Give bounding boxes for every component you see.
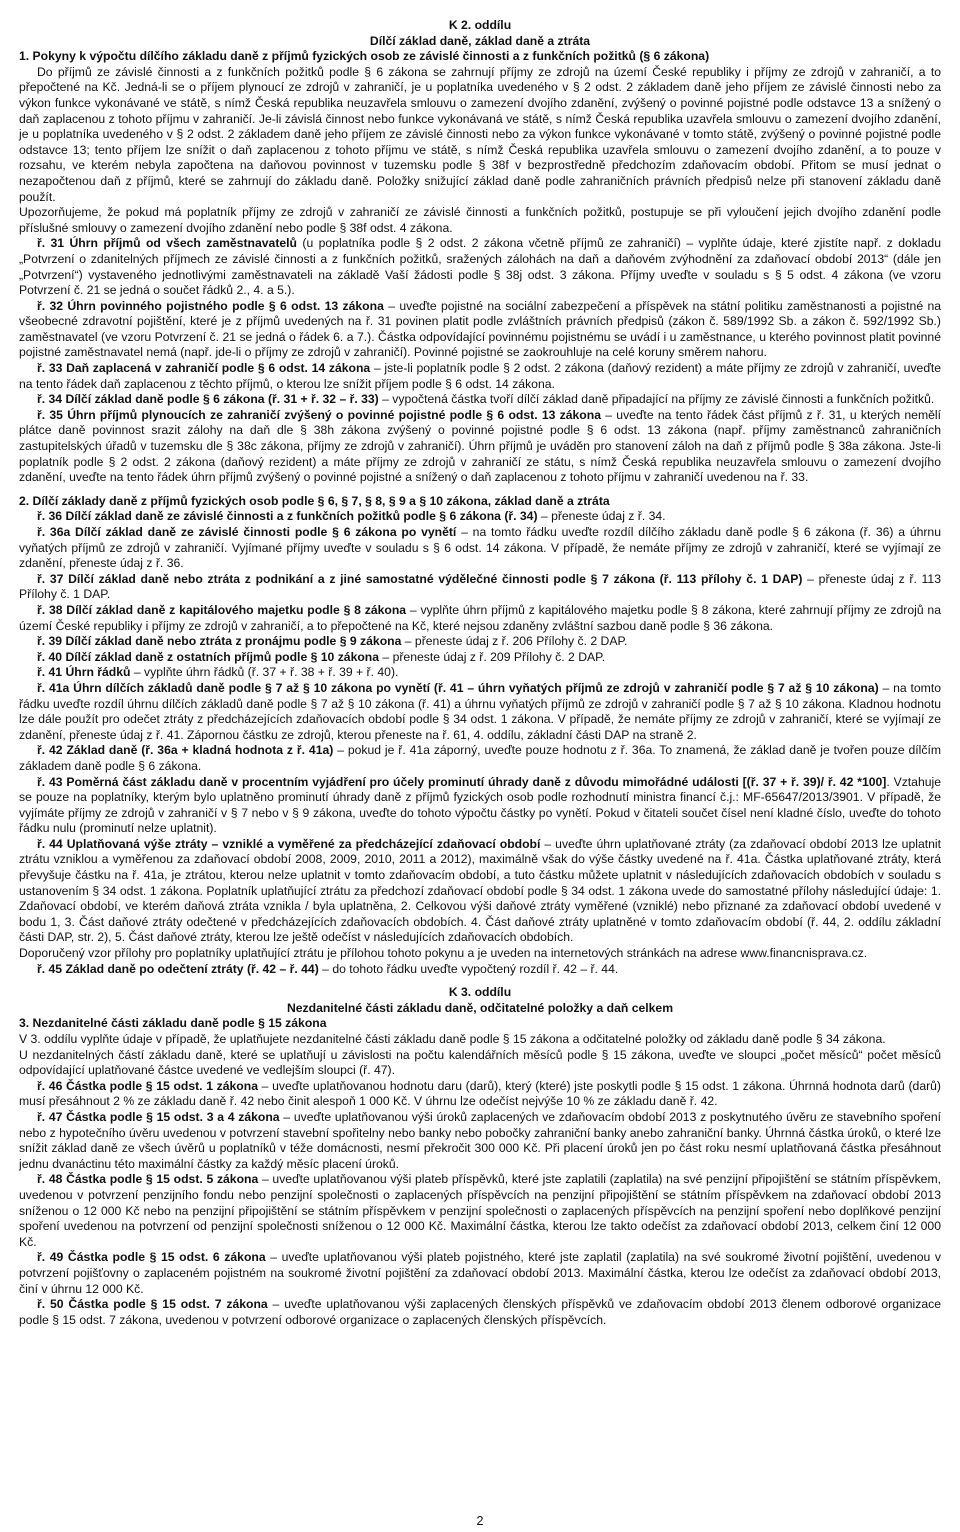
row-text: – uveďte uplatňovanou výši zaplacených členských příspěvků ve zdaňovacím období 2013 členem odborové organizace podle § 15 odst. 7 zákona, uvedenou v potvrzení odborové organizace o zaplacených členských příspěvcích. (19, 1297, 941, 1327)
section-code: K 2. oddílu (448, 18, 512, 32)
row-paragraph (19, 299, 941, 361)
row-paragraph (19, 572, 941, 603)
section-title: Dílčí základ daně, základ daně a ztráta (369, 33, 591, 48)
row-title: ř. 36a Dílčí základ daně ze závislé činnosti podle § 6 zákona po vynětí (37, 525, 457, 539)
k3-title: Nezdanitelné části základu daně, odčitatelné položky a daň celkem (286, 1000, 674, 1015)
row-title: ř. 46 Částka podle § 15 odst. 1 zákona (37, 1078, 258, 1093)
row-title: ř. 41 Úhrn řádků (37, 665, 131, 680)
row-paragraph (19, 1079, 941, 1110)
row-title: ř. 36 Dílčí základ daně ze závislé činnosti a z funkčních požitků podle § 6 zákona (ř. 34) (37, 509, 538, 524)
section3-heading: 3. Nezdanitelné části základu daně podle § 15 zákona (19, 1016, 327, 1031)
row-title: ř. 40 Dílčí základ daně z ostatních příjmů podle § 10 zákona (37, 649, 380, 664)
row-title: ř. 35 Úhrn příjmů plynoucích ze zahraničí zvýšený o povinné pojistné podle § 6 odst. 13 zákona (37, 407, 601, 422)
row-text: Doporučený vzor přílohy pro poplatníky uplatňující ztrátu je přílohou tohoto pokynu a je uveden na internetových stránkách na adrese www.financnisprava.cz. (19, 946, 868, 961)
row-title: ř. 33 Daň zaplacená v zahraničí podle § 6 odst. 14 zákona (37, 361, 371, 376)
row-text: – uveďte uplatňovanou výši úroků zaplacených ve zdaňovacím období 2013 z poskytnutého úvěru ze stavebního spoření nebo z hypotečního úvěru uvedenou v potvrzení stavební spořitelny nebo banky nebo pobočky zahraniční banky anebo zahraniční banky. Úhrnná částka úroků, o které lze snížit základ daně ze všech úvěrů u poplatníků v téže domácnosti, nesmí překročit 300 000 Kč. Při placení úroků jen po část roku nesmí uplatňovaná částka přesáhnout jednu dvanáctinu této maximální částky za každý měsíc placení úroků. (19, 1109, 941, 1171)
row-text: – přeneste údaj z ř. 209 Přílohy č. 2 DAP. (379, 649, 606, 664)
row-text: – jste-li poplatník podle § 2 odst. 2 zákona (daňový rezident) a máte příjmy ze zdrojů v zahraničí, uveďte na tento řádek daň zaplacenou z těchto příjmů, o kterou lze snížit příjem podle § 6 odst. 14 zákona. (19, 361, 941, 391)
row-title: ř. 45 Základ daně po odečtení ztráty (ř. 42 – ř. 44) (37, 961, 319, 976)
row-paragraph (19, 603, 941, 634)
row-text: – uveďte pojistné na sociální zabezpečení a příspěvek na státní politiku zaměstnanosti a pojistné na všeobecné zdravotní pojištění, které je z příjmů uvedených na ř. 31 povinen platit podle zvláštních právních předpisů (zákon č. 589/1992 Sb. a zákon č. 592/1992 Sb.) zaměstnavatel (ve vzoru Potvrzení č. 21 se jedná o řádek 6. a 7.). Částka odpovídající povinnému pojistnému se uvádí i u zaměstnance, u kterého povinnost platit povinné pojistné zaměstnavatel nemá (např. jde-li o příjmy ze zdrojů v zahraničí). Povinné pojistné se zaokrouhluje na celé koruny směrem nahoru. (19, 298, 941, 360)
section2-rows (19, 509, 941, 977)
row-paragraph (19, 361, 941, 392)
section3-intro: V 3. oddílu vyplňte údaje v případě, že uplatňujete nezdanitelné části základu daně podle § 15 zákona a odčitatelné položky od základu daně podle § 34 zákona. (19, 1032, 886, 1046)
row-text: – pokud je ř. 41a záporný, uveďte pouze hodnotu z ř. 36a. To znamená, že základ daně je tvořen pouze dílčím základem daně podle § 6 zákona. (19, 743, 941, 773)
row-paragraph (19, 509, 941, 525)
row-title: ř. 48 Částka podle § 15 odst. 5 zákona (37, 1172, 259, 1187)
row-text: – na tomto řádku uveďte rozdíl dílčího základu daně podle § 6 zákona (ř. 36) a úhrnu vyňatých příjmů ze zdrojů v zahraničí. Vyjímané příjmy uveďte v souladu s § 6 odst. 14 zákona. V případě, že nemáte příjmy ze zdrojů v zahraničí, které se vyjímají ze zdanění, přeneste údaj z ř. 36. (19, 525, 941, 571)
row-paragraph (19, 392, 941, 408)
row-paragraph (19, 837, 941, 946)
row-text: – vyplňte úhrn řádků (ř. 37 + ř. 38 + ř. 39 + ř. 40). (130, 665, 399, 680)
row-title: ř. 50 Částka podle § 15 odst. 7 zákona (37, 1297, 268, 1312)
section3-intro2: U nezdanitelných částí základu daně, které se uplatňují u závislosti na počtu kalendářních měsíců podle § 15 zákona, uveďte ve sloupci „počet měsíců“ počet měsíců odpovídající uplatňované částce uvedené ve vedlejším sloupci (ř. 47). (19, 1047, 941, 1078)
row-paragraph (19, 681, 941, 743)
row-title: ř. 32 Úhrn povinného pojistného podle § 6 odst. 13 zákona (37, 298, 384, 313)
row-title: ř. 31 Úhrn příjmů od všech zaměstnavatelů (37, 236, 297, 251)
row-paragraph (19, 525, 941, 572)
row-paragraph (19, 650, 941, 666)
row-paragraph (19, 408, 941, 486)
row-text: – na tomto řádku uveďte rozdíl úhrnu dílčích základů daně podle § 7 až § 10 zákona (ř. 41) a úhrnu vyňatých příjmů ze zdrojů v zahraničí podle § 7 až § 10 zákona. Kladnou hodnotu lze dále použít pro odečet ztráty z předcházejících zdaňovacích období podle § 34 odst. 1 zákona. V případě, že nemáte příjmy ze zdrojů v zahraničí, které se vyjímají ze zdanění, přeneste údaj z ř. 41. Zápornou částku ze zdrojů, kterou přeneste na ř. 61, 4. oddílu, základní části DAP na straně 2. (19, 680, 941, 742)
row-text: – vyplňte úhrn příjmů z kapitálového majetku podle § 8 zákona, které zahrnují příjmy ze zdrojů na území České republiky i příjmy ze zdrojů v zahraničí, a to přepočtené na Kč, které nejsou zdaněny zvláštní sazbou daně podle § 36 zákona. (19, 602, 941, 633)
row-text: – uveďte uplatňovanou výši plateb pojistného, které jste zaplatil (zaplatila) na své soukromé životní pojištění, uvedenou v potvrzení pojišťovny o zaplaceném pojistném na soukromé životní pojištění za zdaňovací období 2013. Maximální částka, kterou lze odečíst za zdaňovací období 2013, činí v úhrnu 12 000 Kč. (19, 1250, 941, 1296)
document-page (19, 18, 941, 1328)
row-title: ř. 47 Částka podle § 15 odst. 3 a 4 zákona (37, 1109, 280, 1124)
row-text: – uveďte uplatňovanou hodnotu daru (darů), který (které) jste poskytli podle § 15 odst. 1 zákona. Úhrnná hodnota darů (darů) musí přesáhnout 2 % ze základu daně ř. 42 nebo činit alespoň 1 000 Kč. V úhrnu lze odečíst nejvýše 10 % ze základu daně ř. 42. (19, 1078, 941, 1109)
page-number: 2 (476, 1514, 484, 1528)
section1-notice: Upozorňujeme, že pokud má poplatník příjmy ze zdrojů v zahraničí ze závislé činnosti a funkčních požitků, postupuje se při vyloučení jejich dvojího zdanění podle příslušné smlouvy o zamezení dvojího zdanění nebo podle § 38f odst. 4 zákona. (19, 205, 941, 235)
row-title: ř. 49 Částka podle § 15 odst. 6 zákona (37, 1250, 266, 1265)
row-title: ř. 39 Dílčí základ daně nebo ztráta z pronájmu podle § 9 zákona (37, 634, 402, 649)
row-text: – do tohoto řádku uveďte vypočtený rozdíl ř. 42 – ř. 44. (318, 961, 619, 976)
row-paragraph (19, 743, 941, 774)
row-text: – přeneste údaj z ř. 34. (537, 509, 666, 524)
section1-intro: Do příjmů ze závislé činnosti a z funkčních požitků podle § 6 zákona se zahrnují příjmy ze zdrojů na území České republiky i příjmy ze zdrojů v zahraničí, a to přepočtené na Kč. Jedná-li se o příjem plynoucí ze zdrojů v zahraničí, je u poplatníka uvedeného v § 2 odst. 2 základem daně jeho příjem ze závislé činnosti nebo za výkon funkce vykonávané ve státě, s nímž Česká republika neuzavřela smlouvu o zamezení dvojího zdanění, zvýšený o povinné pojistné podle odstavce 13 a snížený o daň zaplacenou z tohoto příjmu v zahraničí. Je-li závislá činnost nebo funkce vykonávaná ve státě, s nímž Česká republika uzavřela smlouvu o zamezení dvojího zdanění, je u poplatníka uvedeného v § 2 odst. 2 základem daně jeho příjem ze závislé činnosti nebo za výkon funkce vykonávané v tomto státě, zvýšený o povinné pojistné podle odstavce 13; tento příjem lze snížit o daň zaplacenou z tohoto příjmu ve státě, s nímž Česká republika uzavřela smlouvu o zamezení dvojího zdanění, a to pouze v rozsahu, ve kterém nebyla započtena na daňovou povinnost v tuzemsku podle § 38f v bezprostředně předchozím zdaňovacím období. Přitom se musí jednat o nezapočtenou daň z příjmů, které se zahrnují do základu daně. Položky snižující základ daně podle zahraničních právních předpisů nelze při stanovení základu daně použít. (19, 64, 941, 204)
row-text: – uveďte uplatňovanou výši plateb příspěvků, které jste zaplatili (zaplatila) na své penzijní připojištění se státním příspěvkem, uvedenou v potvrzení penzijního fondu nebo penzijní společnosti o zaplacených příspěvcích na penzijní připojištění se státním příspěvkem na zdaňovací období 2013 sníženou o 12 000 Kč nebo na penzijní připojištění se státním příspěvkem v penzijní společnosti o zaplacených příspěvcích na penzijní spoření nebo doplňkové penzijní spoření uvedenou na potvrzení od penzijní společnosti sníženou o 12 000 Kč. Maximální částka, kterou lze takto odečíst za zdaňovací období 2013, celkem činí 12 000 Kč. (19, 1172, 941, 1249)
section3-rows (19, 1079, 941, 1329)
row-paragraph (19, 1297, 941, 1328)
row-title: ř. 34 Dílčí základ daně podle § 6 zákona (ř. 31 + ř. 32 – ř. 33) (37, 392, 379, 407)
row-text: (u poplatníka podle § 2 odst. 2 zákona včetně příjmů ze zahraničí) – vyplňte údaje, které zjistíte např. z dokladu „Potvrzení o zdanitelných příjmech ze závislé činnosti a z funkčních požitků, sražených zálohách na daň a daňovém zvýhodnění za zdaňovací období 2013“ (dále jen „Potvrzení“) vystaveného jednotlivými zaměstnavateli na základě Vaší žádosti podle § 38j odst. 3 zákona. Příjmy uveďte v souladu s § 5 odst. 4 zákona (ve vzoru Potvrzení č. 21 se jedná o součet řádků 2., 4. a 5.). (19, 236, 941, 298)
row-paragraph (19, 946, 941, 962)
row-paragraph (19, 962, 941, 978)
row-paragraph (19, 665, 941, 681)
section1-rows (19, 236, 941, 486)
row-title: ř. 44 Uplatňovaná výše ztráty – vzniklé a vyměřené za předcházející zdaňovací období (37, 836, 541, 851)
row-paragraph (19, 634, 941, 650)
row-text: – vypočtená částka tvoří dílčí základ daně připadající na příjmy ze závislé činnosti a funkčních požitků. (378, 392, 935, 407)
row-paragraph (19, 775, 941, 837)
row-text: – uveďte úhrn uplatňované ztráty (za zdaňovací období 2013 lze uplatnit ztrátu vzniklou a vyměřenou za zdaňovací období 2008, 2009, 2010, 2011 a 2012), maximálně však do výše částky uvedené na ř. 41a. Částka uplatňované ztráty, která převyšuje částku na ř. 41a, je ztrátou, kterou nelze uplatnit v tomto zdaňovacím období, a tuto částku můžete uplatnit v následujících zdaňovacích obdobích v souladu s ustanovením § 34 odst. 1 zákona. Poplatník uplatňující ztrátu za předchozí zdaňovací období podle § 34 odst. 1 zákona uvede do samostatné přílohy následující údaje: 1. Zdaňovací období, ve kterém daňová ztráta vznikla / byla uplatněna, 2. Celkovou výši daňové ztráty vyměřené (vzniklé) nebo přiznané za zdaňovací období uvedené v bodu 1, 3. Část daňové ztráty odečtené v předcházejících zdaňovacích obdobích. 4. Část daňové ztráty uplatněné v tomto zdaňovacím období (ř. 44, 2. oddílu základní části DAP, str. 2), 5. Část daňové ztráty, kterou lze ještě odečíst v následujících zdaňovacích obdobích. (19, 836, 941, 945)
row-text: – přeneste údaj z ř. 206 Přílohy č. 2 DAP. (401, 634, 628, 649)
section2-heading: 2. Dílčí základy daně z příjmů fyzických osob podle § 6, § 7, § 8, § 9 a § 10 zákona, základ daně a ztráta (19, 493, 610, 508)
row-title: ř. 43 Poměrná část základu daně v procentním vyjádření pro účely prominutí úhrady daně z důvodu mimořádné události [(ř. 37 + ř. 39)/ ř. 42 *100] (37, 774, 887, 789)
row-title: ř. 37 Dílčí základ daně nebo ztráta z podnikání a z jiné samostatné výdělečné činnosti podle § 7 zákona (ř. 113 přílohy č. 1 DAP) (37, 571, 803, 586)
section1-heading: 1. Pokyny k výpočtu dílčího základu daně z příjmů fyzických osob ze závislé činnosti a z funkčních požitků (§ 6 zákona) (19, 49, 710, 64)
row-paragraph (19, 236, 941, 298)
row-title: ř. 42 Základ daně (ř. 36a + kladná hodnota z ř. 41a) (37, 743, 334, 758)
k3-code: K 3. oddílu (448, 985, 512, 1000)
row-paragraph (19, 1250, 941, 1297)
row-text: – přeneste údaj z ř. 113 Přílohy č. 1 DAP. (19, 571, 941, 602)
row-title: ř. 38 Dílčí základ daně z kapitálového majetku podle § 8 zákona (37, 602, 407, 617)
row-paragraph (19, 1110, 941, 1172)
row-paragraph (19, 1172, 941, 1250)
row-text: – uveďte na tento řádek část příjmů z ř. 31, u kterých nemělí plátce daně povinnost srazit zálohy na daň dle § 38h zákona zvýšený o povinné pojistné podle § 6 odst. 13 zákona (např. příjmy zaměstnanců zahraničních zastupitelských úřadů v tuzemsku dle § 38c zákona, příjmy ze zdrojů v zahraničí). Úhrn příjmů je uváděn pro stanovení záloh na daň z příjmů podle § 38a zákona. Jste-li poplatník podle § 2 odst. 2 zákona (daňový rezident) a máte příjmy ze zdrojů v zahraničí ze státu, s nímž Česká republika neuzavřela smlouvu o zamezení dvojího zdanění, uveďte na tento řádek úhrn příjmů zvýšený o povinné pojistné a snížený o daň zaplacenou z tohoto příjmu v zahraničí uvedenou na ř. 33. (19, 407, 941, 485)
row-text: . Vztahuje se pouze na poplatníky, kterým bylo uplatněno prominutí úhrady daně z příjmů fyzických osob podle rozhodnutí ministra financí č.j.: MF-65647/2013/3901. V případě, že vyjímáte příjmy ze zdrojů v zahraničí v § 7 nebo v § 9 zákona, uveďte do tohoto výpočtu částky po vynětí. Pokud v čitateli součet čísel není kladné číslo, uveďte do tohoto řádku nulu (prominutí nelze uplatnit). (19, 774, 941, 836)
row-title: ř. 41a Úhrn dílčích základů daně podle § 7 až § 10 zákona po vynětí (ř. 41 – úhrn vyňatých příjmů ze zdrojů v zahraničí podle § 7 až § 10 zákona) (37, 680, 879, 695)
